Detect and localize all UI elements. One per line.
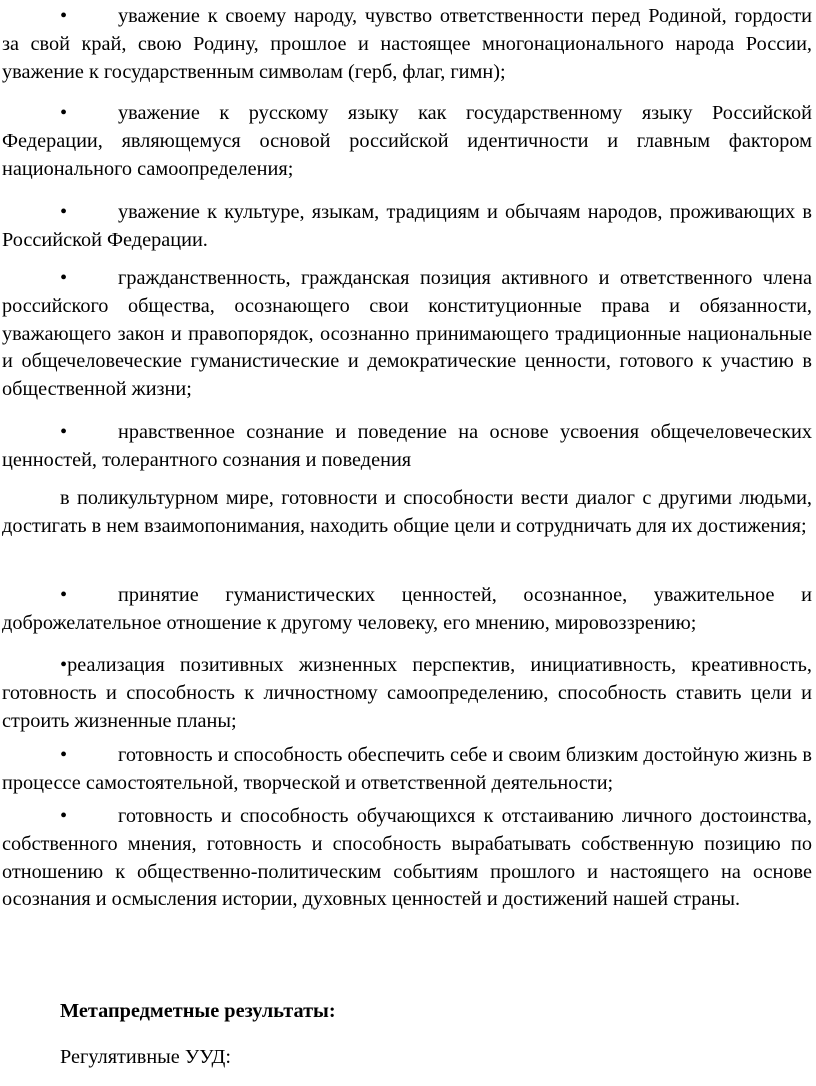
list-item-text: реализация позитивных жизненных перспектив, инициативность, креативность, готовность и способность к личностному самоопределению, способность ставить цели и строить жизненные планы; <box>2 654 812 732</box>
list-item-text: нравственное сознание и поведение на основе усвоения общечеловеческих ценностей, толерантного сознания и поведения <box>2 421 812 471</box>
bullet-marker: • <box>60 201 68 223</box>
list-item-respect-people <box>2 3 812 86</box>
paragraph-multicultural-world <box>2 485 812 541</box>
list-item-moral-consciousness <box>2 419 812 475</box>
bullet-marker: • <box>60 654 68 676</box>
list-item-text: готовность и способность обучающихся к отстаиванию личного достоинства, собственного мнения, готовность и способность вырабатывать собственную позицию по отношению к общественно-политическим событиям прошлого и настоящего на основе осознания и осмысления истории, духовных ценностей и достижений нашей страны. <box>2 805 812 911</box>
bullet-marker: • <box>60 102 68 124</box>
subsection-heading-regulatory: Регулятивные УУД: <box>60 1046 232 1068</box>
bullet-marker: • <box>60 5 68 27</box>
list-item-text: уважение к своему народу, чувство ответственности перед Родиной, гордости за свой край, свою Родину, прошлое и настоящее многонационального народа России, уважение к государственным символам (герб, флаг, гимн); <box>2 5 812 83</box>
list-item-citizenship <box>2 265 812 404</box>
list-item-text: уважение к культуре, языкам, традициям и обычаям народов, проживающих в Российской Федерации. <box>2 201 812 251</box>
list-item-respect-culture <box>2 199 812 255</box>
bullet-marker: • <box>60 267 68 289</box>
paragraph-text: в поликультурном мире, готовности и способности вести диалог с другими людьми, достигать в нем взаимопонимания, находить общие цели и сотрудничать для их достижения; <box>2 487 812 537</box>
list-item-respect-language <box>2 100 812 183</box>
bullet-marker: • <box>60 584 68 606</box>
list-item-life-prospects <box>2 652 812 735</box>
bullet-marker: • <box>60 805 68 827</box>
list-item-personal-dignity <box>2 803 812 914</box>
bullet-marker: • <box>60 421 68 443</box>
list-item-text: уважение к русскому языку как государственному языку Российской Федерации, являющемуся основой российской идентичности и главным фактором национального самоопределения; <box>2 102 812 180</box>
list-item-humanistic-values <box>2 582 812 638</box>
list-item-text: готовность и способность обеспечить себе и своим близким достойную жизнь в процессе самостоятельной, творческой и ответственной деятельности; <box>2 744 812 794</box>
bullet-marker: • <box>60 744 68 766</box>
section-heading-metasubject-results: Метапредметные результаты: <box>60 1000 336 1022</box>
list-item-decent-life <box>2 742 812 798</box>
list-item-text: гражданственность, гражданская позиция активного и ответственного члена российского общества, осознающего свои конституционные права и обязанности, уважающего закон и правопорядок, осознанно принимающего традиционные национальные и общечеловеческие гуманистические и демократические ценности, готового к участию в общественной жизни; <box>2 267 812 401</box>
list-item-text: принятие гуманистических ценностей, осознанное, уважительное и доброжелательное отношение к другому человеку, его мнению, мировоззрению; <box>2 584 812 634</box>
